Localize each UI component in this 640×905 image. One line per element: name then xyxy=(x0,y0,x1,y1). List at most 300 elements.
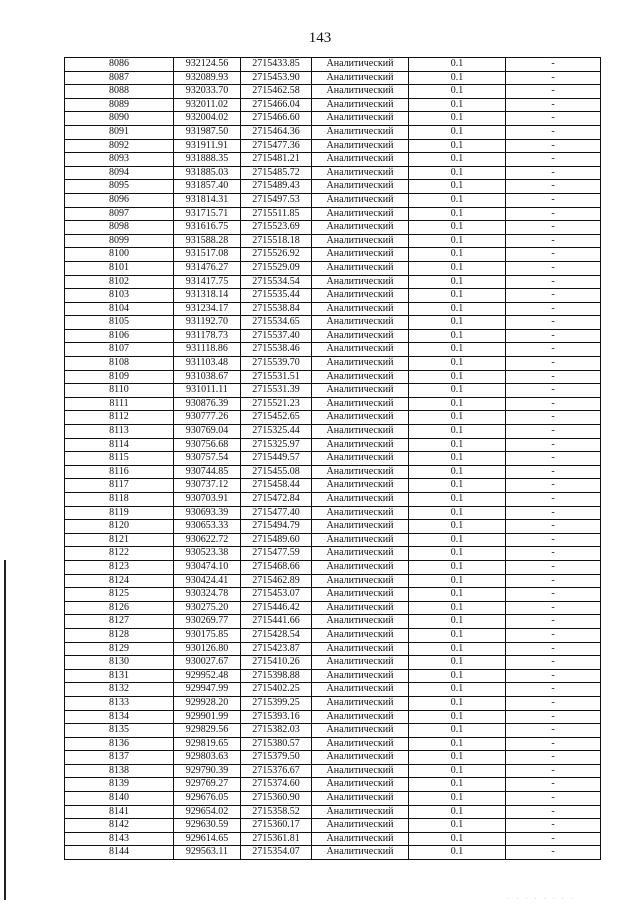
method-cell: Аналитический xyxy=(312,805,409,819)
point-number-cell: 8090 xyxy=(65,112,174,126)
x-coordinate-cell: 930744.85 xyxy=(174,465,241,479)
point-number-cell: 8129 xyxy=(65,642,174,656)
y-coordinate-cell: 2715325.44 xyxy=(241,425,312,439)
accuracy-cell: 0.1 xyxy=(409,248,506,262)
x-coordinate-cell: 930126.80 xyxy=(174,642,241,656)
table-row xyxy=(65,98,601,112)
x-coordinate-cell: 931857.40 xyxy=(174,180,241,194)
y-coordinate-cell: 2715531.51 xyxy=(241,370,312,384)
point-number-cell: 8132 xyxy=(65,683,174,697)
table-row xyxy=(65,656,601,670)
method-cell: Аналитический xyxy=(312,615,409,629)
table-row xyxy=(65,411,601,425)
point-number-cell: 8092 xyxy=(65,139,174,153)
note-cell: - xyxy=(506,615,601,629)
y-coordinate-cell: 2715410.26 xyxy=(241,656,312,670)
method-cell: Аналитический xyxy=(312,764,409,778)
y-coordinate-cell: 2715374.60 xyxy=(241,778,312,792)
method-cell: Аналитический xyxy=(312,85,409,99)
method-cell: Аналитический xyxy=(312,547,409,561)
table-row xyxy=(65,737,601,751)
table-row xyxy=(65,764,601,778)
point-number-cell: 8089 xyxy=(65,98,174,112)
method-cell: Аналитический xyxy=(312,112,409,126)
accuracy-cell: 0.1 xyxy=(409,71,506,85)
accuracy-cell: 0.1 xyxy=(409,193,506,207)
method-cell: Аналитический xyxy=(312,316,409,330)
note-cell: - xyxy=(506,289,601,303)
point-number-cell: 8139 xyxy=(65,778,174,792)
y-coordinate-cell: 2715518.18 xyxy=(241,234,312,248)
accuracy-cell: 0.1 xyxy=(409,588,506,602)
y-coordinate-cell: 2715466.04 xyxy=(241,98,312,112)
point-number-cell: 8135 xyxy=(65,724,174,738)
y-coordinate-cell: 2715441.66 xyxy=(241,615,312,629)
note-cell: - xyxy=(506,479,601,493)
method-cell: Аналитический xyxy=(312,642,409,656)
x-coordinate-cell: 929563.11 xyxy=(174,846,241,860)
table-row xyxy=(65,207,601,221)
x-coordinate-cell: 929952.48 xyxy=(174,669,241,683)
table-row xyxy=(65,724,601,738)
accuracy-cell: 0.1 xyxy=(409,411,506,425)
accuracy-cell: 0.1 xyxy=(409,724,506,738)
accuracy-cell: 0.1 xyxy=(409,221,506,235)
note-cell: - xyxy=(506,669,601,683)
y-coordinate-cell: 2715455.08 xyxy=(241,465,312,479)
x-coordinate-cell: 931616.75 xyxy=(174,221,241,235)
x-coordinate-cell: 929803.63 xyxy=(174,751,241,765)
accuracy-cell: 0.1 xyxy=(409,628,506,642)
note-cell: - xyxy=(506,846,601,860)
accuracy-cell: 0.1 xyxy=(409,438,506,452)
y-coordinate-cell: 2715449.57 xyxy=(241,452,312,466)
accuracy-cell: 0.1 xyxy=(409,792,506,806)
note-cell: - xyxy=(506,792,601,806)
y-coordinate-cell: 2715489.60 xyxy=(241,533,312,547)
table-row xyxy=(65,792,601,806)
note-cell: - xyxy=(506,329,601,343)
point-number-cell: 8108 xyxy=(65,357,174,371)
note-cell: - xyxy=(506,683,601,697)
x-coordinate-cell: 930693.39 xyxy=(174,506,241,520)
table-row xyxy=(65,778,601,792)
y-coordinate-cell: 2715360.90 xyxy=(241,792,312,806)
accuracy-cell: 0.1 xyxy=(409,520,506,534)
table-row xyxy=(65,384,601,398)
x-coordinate-cell: 930474.10 xyxy=(174,560,241,574)
accuracy-cell: 0.1 xyxy=(409,85,506,99)
x-coordinate-cell: 932033.70 xyxy=(174,85,241,99)
method-cell: Аналитический xyxy=(312,438,409,452)
accuracy-cell: 0.1 xyxy=(409,737,506,751)
point-number-cell: 8122 xyxy=(65,547,174,561)
y-coordinate-cell: 2715472.84 xyxy=(241,493,312,507)
x-coordinate-cell: 930876.39 xyxy=(174,397,241,411)
y-coordinate-cell: 2715494.79 xyxy=(241,520,312,534)
note-cell: - xyxy=(506,139,601,153)
accuracy-cell: 0.1 xyxy=(409,180,506,194)
x-coordinate-cell: 931192.70 xyxy=(174,316,241,330)
point-number-cell: 8142 xyxy=(65,819,174,833)
table-row xyxy=(65,751,601,765)
y-coordinate-cell: 2715446.42 xyxy=(241,601,312,615)
accuracy-cell: 0.1 xyxy=(409,275,506,289)
note-cell: - xyxy=(506,724,601,738)
method-cell: Аналитический xyxy=(312,411,409,425)
point-number-cell: 8110 xyxy=(65,384,174,398)
accuracy-cell: 0.1 xyxy=(409,832,506,846)
note-cell: - xyxy=(506,819,601,833)
method-cell: Аналитический xyxy=(312,846,409,860)
point-number-cell: 8138 xyxy=(65,764,174,778)
method-cell: Аналитический xyxy=(312,506,409,520)
method-cell: Аналитический xyxy=(312,479,409,493)
table-row xyxy=(65,601,601,615)
point-number-cell: 8086 xyxy=(65,58,174,72)
point-number-cell: 8131 xyxy=(65,669,174,683)
method-cell: Аналитический xyxy=(312,261,409,275)
coordinates-table-wrapper xyxy=(64,57,601,860)
y-coordinate-cell: 2715526.92 xyxy=(241,248,312,262)
table-row xyxy=(65,493,601,507)
accuracy-cell: 0.1 xyxy=(409,615,506,629)
x-coordinate-cell: 930769.04 xyxy=(174,425,241,439)
method-cell: Аналитический xyxy=(312,425,409,439)
x-coordinate-cell: 930622.72 xyxy=(174,533,241,547)
note-cell: - xyxy=(506,520,601,534)
x-coordinate-cell: 930324.78 xyxy=(174,588,241,602)
accuracy-cell: 0.1 xyxy=(409,98,506,112)
note-cell: - xyxy=(506,425,601,439)
method-cell: Аналитический xyxy=(312,778,409,792)
y-coordinate-cell: 2715402.25 xyxy=(241,683,312,697)
note-cell: - xyxy=(506,71,601,85)
accuracy-cell: 0.1 xyxy=(409,465,506,479)
table-row xyxy=(65,153,601,167)
y-coordinate-cell: 2715393.16 xyxy=(241,710,312,724)
table-row xyxy=(65,533,601,547)
note-cell: - xyxy=(506,710,601,724)
method-cell: Аналитический xyxy=(312,560,409,574)
note-cell: - xyxy=(506,261,601,275)
method-cell: Аналитический xyxy=(312,153,409,167)
method-cell: Аналитический xyxy=(312,384,409,398)
note-cell: - xyxy=(506,588,601,602)
accuracy-cell: 0.1 xyxy=(409,696,506,710)
coordinates-table xyxy=(64,57,601,860)
note-cell: - xyxy=(506,112,601,126)
y-coordinate-cell: 2715539.70 xyxy=(241,357,312,371)
y-coordinate-cell: 2715529.09 xyxy=(241,261,312,275)
note-cell: - xyxy=(506,751,601,765)
note-cell: - xyxy=(506,642,601,656)
table-row xyxy=(65,316,601,330)
accuracy-cell: 0.1 xyxy=(409,166,506,180)
point-number-cell: 8121 xyxy=(65,533,174,547)
accuracy-cell: 0.1 xyxy=(409,397,506,411)
x-coordinate-cell: 930653.33 xyxy=(174,520,241,534)
table-row xyxy=(65,642,601,656)
method-cell: Аналитический xyxy=(312,683,409,697)
x-coordinate-cell: 929630.59 xyxy=(174,819,241,833)
point-number-cell: 8098 xyxy=(65,221,174,235)
accuracy-cell: 0.1 xyxy=(409,479,506,493)
accuracy-cell: 0.1 xyxy=(409,289,506,303)
note-cell: - xyxy=(506,302,601,316)
accuracy-cell: 0.1 xyxy=(409,805,506,819)
accuracy-cell: 0.1 xyxy=(409,547,506,561)
x-coordinate-cell: 930757.54 xyxy=(174,452,241,466)
point-number-cell: 8128 xyxy=(65,628,174,642)
accuracy-cell: 0.1 xyxy=(409,125,506,139)
accuracy-cell: 0.1 xyxy=(409,234,506,248)
y-coordinate-cell: 2715477.36 xyxy=(241,139,312,153)
y-coordinate-cell: 2715537.40 xyxy=(241,329,312,343)
method-cell: Аналитический xyxy=(312,452,409,466)
accuracy-cell: 0.1 xyxy=(409,112,506,126)
point-number-cell: 8118 xyxy=(65,493,174,507)
table-row xyxy=(65,628,601,642)
point-number-cell: 8102 xyxy=(65,275,174,289)
method-cell: Аналитический xyxy=(312,493,409,507)
table-row xyxy=(65,669,601,683)
y-coordinate-cell: 2715464.36 xyxy=(241,125,312,139)
point-number-cell: 8088 xyxy=(65,85,174,99)
y-coordinate-cell: 2715521.23 xyxy=(241,397,312,411)
y-coordinate-cell: 2715358.52 xyxy=(241,805,312,819)
method-cell: Аналитический xyxy=(312,58,409,72)
x-coordinate-cell: 930275.20 xyxy=(174,601,241,615)
note-cell: - xyxy=(506,343,601,357)
point-number-cell: 8091 xyxy=(65,125,174,139)
point-number-cell: 8106 xyxy=(65,329,174,343)
note-cell: - xyxy=(506,696,601,710)
method-cell: Аналитический xyxy=(312,397,409,411)
accuracy-cell: 0.1 xyxy=(409,384,506,398)
method-cell: Аналитический xyxy=(312,329,409,343)
method-cell: Аналитический xyxy=(312,737,409,751)
y-coordinate-cell: 2715428.54 xyxy=(241,628,312,642)
table-row xyxy=(65,125,601,139)
table-row xyxy=(65,683,601,697)
point-number-cell: 8087 xyxy=(65,71,174,85)
table-row xyxy=(65,261,601,275)
note-cell: - xyxy=(506,166,601,180)
method-cell: Аналитический xyxy=(312,724,409,738)
y-coordinate-cell: 2715538.84 xyxy=(241,302,312,316)
point-number-cell: 8119 xyxy=(65,506,174,520)
note-cell: - xyxy=(506,193,601,207)
x-coordinate-cell: 929676.05 xyxy=(174,792,241,806)
table-row xyxy=(65,452,601,466)
accuracy-cell: 0.1 xyxy=(409,533,506,547)
y-coordinate-cell: 2715376.67 xyxy=(241,764,312,778)
x-coordinate-cell: 929654.02 xyxy=(174,805,241,819)
x-coordinate-cell: 930269.77 xyxy=(174,615,241,629)
method-cell: Аналитический xyxy=(312,520,409,534)
point-number-cell: 8097 xyxy=(65,207,174,221)
y-coordinate-cell: 2715497.53 xyxy=(241,193,312,207)
note-cell: - xyxy=(506,221,601,235)
y-coordinate-cell: 2715462.89 xyxy=(241,574,312,588)
note-cell: - xyxy=(506,207,601,221)
accuracy-cell: 0.1 xyxy=(409,139,506,153)
coordinates-table-body xyxy=(65,58,601,860)
table-row xyxy=(65,547,601,561)
point-number-cell: 8115 xyxy=(65,452,174,466)
accuracy-cell: 0.1 xyxy=(409,764,506,778)
y-coordinate-cell: 2715398.88 xyxy=(241,669,312,683)
point-number-cell: 8123 xyxy=(65,560,174,574)
point-number-cell: 8130 xyxy=(65,656,174,670)
x-coordinate-cell: 931588.28 xyxy=(174,234,241,248)
y-coordinate-cell: 2715477.59 xyxy=(241,547,312,561)
x-coordinate-cell: 930777.26 xyxy=(174,411,241,425)
point-number-cell: 8117 xyxy=(65,479,174,493)
table-row xyxy=(65,329,601,343)
table-row xyxy=(65,85,601,99)
y-coordinate-cell: 2715453.07 xyxy=(241,588,312,602)
x-coordinate-cell: 931178.73 xyxy=(174,329,241,343)
y-coordinate-cell: 2715534.54 xyxy=(241,275,312,289)
point-number-cell: 8096 xyxy=(65,193,174,207)
x-coordinate-cell: 929829.56 xyxy=(174,724,241,738)
table-row xyxy=(65,710,601,724)
point-number-cell: 8094 xyxy=(65,166,174,180)
method-cell: Аналитический xyxy=(312,125,409,139)
point-number-cell: 8095 xyxy=(65,180,174,194)
method-cell: Аналитический xyxy=(312,628,409,642)
note-cell: - xyxy=(506,411,601,425)
x-coordinate-cell: 931987.50 xyxy=(174,125,241,139)
table-row xyxy=(65,560,601,574)
point-number-cell: 8143 xyxy=(65,832,174,846)
x-coordinate-cell: 931715.71 xyxy=(174,207,241,221)
method-cell: Аналитический xyxy=(312,207,409,221)
x-coordinate-cell: 929614.65 xyxy=(174,832,241,846)
y-coordinate-cell: 2715433.85 xyxy=(241,58,312,72)
method-cell: Аналитический xyxy=(312,221,409,235)
x-coordinate-cell: 929769.27 xyxy=(174,778,241,792)
accuracy-cell: 0.1 xyxy=(409,778,506,792)
note-cell: - xyxy=(506,737,601,751)
point-number-cell: 8144 xyxy=(65,846,174,860)
x-coordinate-cell: 931417.75 xyxy=(174,275,241,289)
method-cell: Аналитический xyxy=(312,819,409,833)
point-number-cell: 8126 xyxy=(65,601,174,615)
y-coordinate-cell: 2715458.44 xyxy=(241,479,312,493)
table-row xyxy=(65,71,601,85)
note-cell: - xyxy=(506,465,601,479)
accuracy-cell: 0.1 xyxy=(409,819,506,833)
note-cell: - xyxy=(506,438,601,452)
y-coordinate-cell: 2715477.40 xyxy=(241,506,312,520)
method-cell: Аналитический xyxy=(312,289,409,303)
table-row xyxy=(65,234,601,248)
method-cell: Аналитический xyxy=(312,275,409,289)
note-cell: - xyxy=(506,805,601,819)
note-cell: - xyxy=(506,560,601,574)
accuracy-cell: 0.1 xyxy=(409,329,506,343)
table-row xyxy=(65,357,601,371)
method-cell: Аналитический xyxy=(312,751,409,765)
point-number-cell: 8134 xyxy=(65,710,174,724)
method-cell: Аналитический xyxy=(312,533,409,547)
accuracy-cell: 0.1 xyxy=(409,58,506,72)
x-coordinate-cell: 931476.27 xyxy=(174,261,241,275)
x-coordinate-cell: 930523.38 xyxy=(174,547,241,561)
note-cell: - xyxy=(506,533,601,547)
y-coordinate-cell: 2715468.66 xyxy=(241,560,312,574)
accuracy-cell: 0.1 xyxy=(409,493,506,507)
x-coordinate-cell: 931234.17 xyxy=(174,302,241,316)
method-cell: Аналитический xyxy=(312,656,409,670)
scan-edge-mark xyxy=(4,560,6,900)
point-number-cell: 8114 xyxy=(65,438,174,452)
point-number-cell: 8093 xyxy=(65,153,174,167)
x-coordinate-cell: 929947.99 xyxy=(174,683,241,697)
x-coordinate-cell: 932004.02 xyxy=(174,112,241,126)
x-coordinate-cell: 931118.86 xyxy=(174,343,241,357)
method-cell: Аналитический xyxy=(312,669,409,683)
y-coordinate-cell: 2715453.90 xyxy=(241,71,312,85)
table-row xyxy=(65,574,601,588)
point-number-cell: 8125 xyxy=(65,588,174,602)
x-coordinate-cell: 930737.12 xyxy=(174,479,241,493)
method-cell: Аналитический xyxy=(312,601,409,615)
accuracy-cell: 0.1 xyxy=(409,153,506,167)
point-number-cell: 8133 xyxy=(65,696,174,710)
method-cell: Аналитический xyxy=(312,370,409,384)
point-number-cell: 8137 xyxy=(65,751,174,765)
table-row xyxy=(65,302,601,316)
point-number-cell: 8109 xyxy=(65,370,174,384)
accuracy-cell: 0.1 xyxy=(409,751,506,765)
y-coordinate-cell: 2715423.87 xyxy=(241,642,312,656)
accuracy-cell: 0.1 xyxy=(409,601,506,615)
table-row xyxy=(65,343,601,357)
y-coordinate-cell: 2715466.60 xyxy=(241,112,312,126)
accuracy-cell: 0.1 xyxy=(409,452,506,466)
x-coordinate-cell: 930756.68 xyxy=(174,438,241,452)
table-row xyxy=(65,166,601,180)
y-coordinate-cell: 2715534.65 xyxy=(241,316,312,330)
point-number-cell: 8120 xyxy=(65,520,174,534)
x-coordinate-cell: 932089.93 xyxy=(174,71,241,85)
x-coordinate-cell: 930424.41 xyxy=(174,574,241,588)
accuracy-cell: 0.1 xyxy=(409,642,506,656)
x-coordinate-cell: 931888.35 xyxy=(174,153,241,167)
accuracy-cell: 0.1 xyxy=(409,425,506,439)
accuracy-cell: 0.1 xyxy=(409,302,506,316)
method-cell: Аналитический xyxy=(312,166,409,180)
y-coordinate-cell: 2715360.17 xyxy=(241,819,312,833)
x-coordinate-cell: 929819.65 xyxy=(174,737,241,751)
note-cell: - xyxy=(506,275,601,289)
note-cell: - xyxy=(506,234,601,248)
y-coordinate-cell: 2715382.03 xyxy=(241,724,312,738)
point-number-cell: 8104 xyxy=(65,302,174,316)
x-coordinate-cell: 930027.67 xyxy=(174,656,241,670)
x-coordinate-cell: 932124.56 xyxy=(174,58,241,72)
page-number: 143 xyxy=(308,30,332,46)
note-cell: - xyxy=(506,58,601,72)
note-cell: - xyxy=(506,370,601,384)
table-row xyxy=(65,832,601,846)
table-row xyxy=(65,696,601,710)
method-cell: Аналитический xyxy=(312,343,409,357)
